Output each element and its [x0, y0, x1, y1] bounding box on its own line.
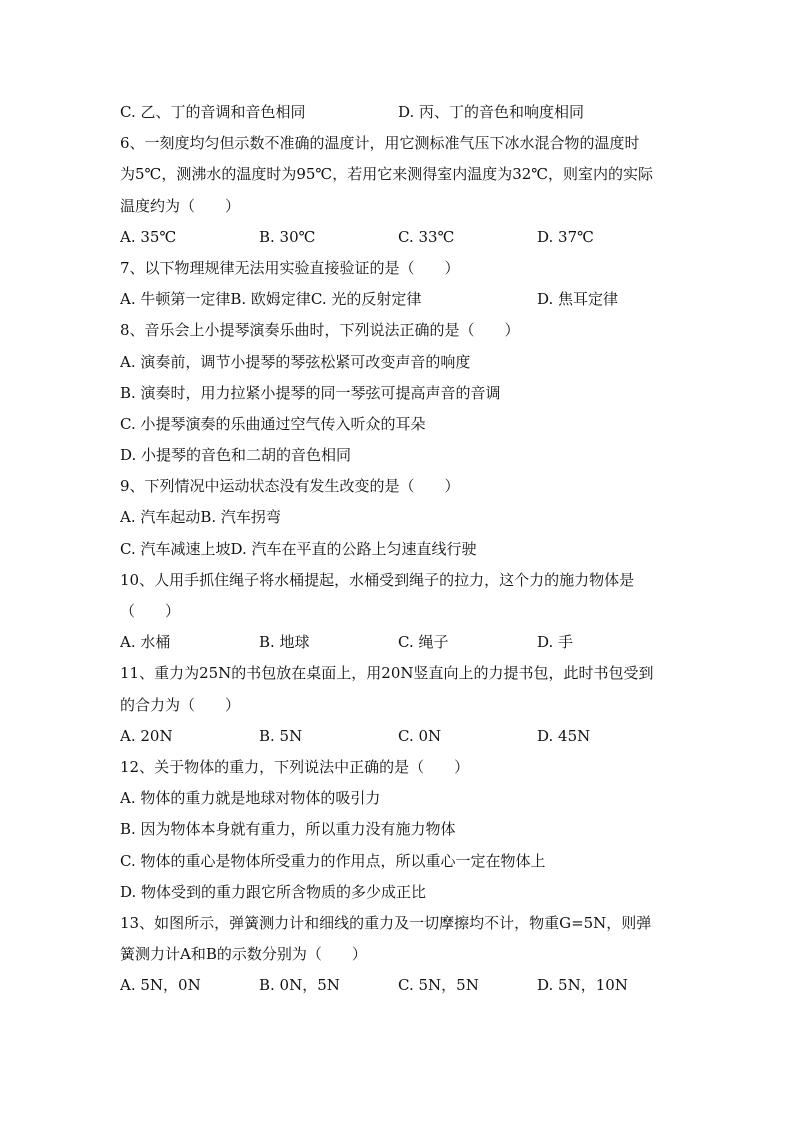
option-c: C. 绳子: [398, 633, 449, 652]
question-text: 9、下列情况中运动状态没有发生改变的是（ ）: [120, 477, 460, 496]
question-12: [120, 752, 680, 908]
option-d: D. 37℃: [537, 227, 594, 246]
question-options: [120, 222, 680, 253]
option-b: B. 30℃: [259, 227, 316, 246]
option-a-b: A. 汽车起动B. 汽车拐弯: [120, 508, 281, 527]
question-text: 簧测力计A和B的示数分别为（ ）: [120, 945, 367, 964]
option-d: D. 手: [537, 633, 574, 652]
q5-options: [120, 97, 680, 128]
question-8: [120, 315, 680, 471]
question-13: [120, 908, 680, 1002]
option-d: D. 45N: [537, 726, 591, 745]
option-a: A. 物体的重力就是地球对物体的吸引力: [120, 789, 381, 808]
option-d: D. 焦耳定律: [537, 290, 619, 309]
question-options: [120, 970, 680, 1001]
option-a: A. 水桶: [120, 633, 171, 652]
question-options: [120, 284, 680, 315]
question-7: [120, 253, 680, 315]
option-c: C. 0N: [398, 726, 442, 745]
option-d: D. 小提琴的音色和二胡的音色相同: [120, 446, 352, 465]
question-11: [120, 658, 680, 752]
question-9: [120, 471, 680, 565]
option-d: D. 丙、丁的音色和响度相同: [398, 103, 585, 121]
option-c: C. 物体的重心是物体所受重力的作用点，所以重心一定在物体上: [120, 851, 546, 870]
option-c: C. 乙、丁的音调和音色相同: [120, 103, 306, 121]
option-a-b-c: A. 牛顿第一定律B. 欧姆定律C. 光的反射定律: [120, 290, 422, 309]
option-c-d: C. 汽车减速上坡D. 汽车在平直的公路上匀速直线行驶: [120, 539, 477, 558]
question-text: 为5℃，测沸水的温度时为95℃，若用它来测得室内温度为32℃，则室内的实际: [120, 165, 654, 184]
option-a: A. 5N，0N: [120, 976, 201, 995]
question-6: [120, 128, 680, 253]
page-content: [120, 97, 680, 1001]
option-b: B. 5N: [259, 726, 303, 745]
option-a: A. 35℃: [120, 227, 177, 246]
question-text: （ ）: [120, 602, 181, 620]
option-c: C. 5N，5N: [398, 976, 479, 995]
option-b: B. 因为物体本身就有重力，所以重力没有施力物体: [120, 820, 456, 839]
option-c: C. 33℃: [398, 227, 455, 246]
question-text: 12、关于物体的重力，下列说法中正确的是（ ）: [120, 757, 470, 776]
question-text: 11、重力为25N的书包放在桌面上，用20N竖直向上的力提书包，此时书包受到: [120, 664, 654, 683]
question-text: 10、人用手抓住绳子将水桶提起，水桶受到绳子的拉力，这个力的施力物体是: [120, 570, 635, 589]
option-b: B. 地球: [259, 633, 310, 652]
option-a: A. 20N: [120, 726, 173, 745]
option-b: B. 演奏时，用力拉紧小提琴的同一琴弦可提高声音的音调: [120, 383, 501, 402]
question-text: 8、音乐会上小提琴演奏乐曲时，下列说法正确的是（ ）: [120, 321, 520, 340]
option-c: C. 小提琴演奏的乐曲通过空气传入听众的耳朵: [120, 414, 426, 433]
question-10: [120, 565, 680, 659]
question-text: 的合力为（ ）: [120, 695, 241, 714]
question-options: [120, 627, 680, 658]
question-text: 温度约为（ ）: [120, 196, 241, 215]
option-b: B. 0N，5N: [259, 976, 340, 995]
question-options: [120, 721, 680, 752]
option-d: D. 5N，10N: [537, 976, 628, 995]
question-text: 7、以下物理规律无法用实验直接验证的是（ ）: [120, 258, 460, 277]
question-text: 13、如图所示，弹簧测力计和细线的重力及一切摩擦均不计，物重G=5N，则弹: [120, 913, 652, 932]
question-text: 6、一刻度均匀但示数不准确的温度计，用它测标准气压下冰水混合物的温度时: [120, 134, 640, 153]
option-d: D. 物体受到的重力跟它所含物质的多少成正比: [120, 882, 427, 901]
option-a: A. 演奏前，调节小提琴的琴弦松紧可改变声音的响度: [120, 352, 471, 371]
